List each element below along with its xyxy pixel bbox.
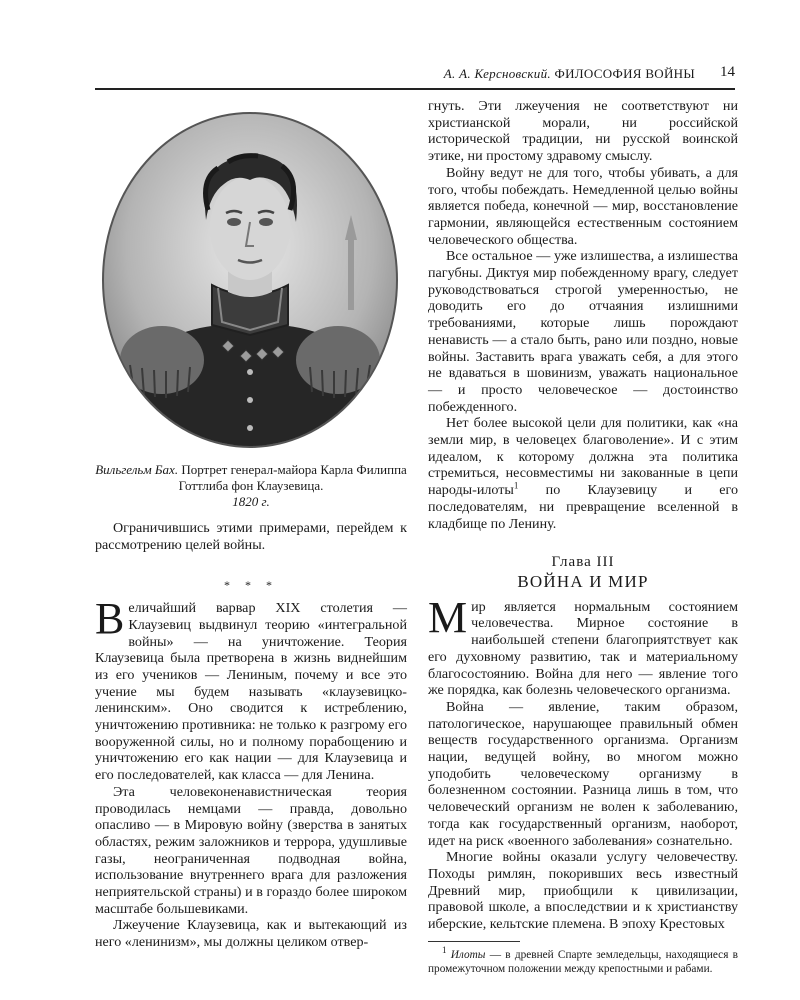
- footnote-reference: 1: [513, 480, 519, 491]
- drop-cap: В: [95, 594, 125, 644]
- portrait-caption: [95, 462, 407, 510]
- header-book-title: ФИЛОСОФИЯ ВОЙНЫ: [554, 66, 695, 81]
- right-paragraph-4-text-end: по Клаузевицу и его последователям, ни превращение вселенной в кладбище по Ленину.: [428, 482, 738, 532]
- right-paragraph-1: гнуть. Эти лжеучения не соответствуют ни христианской морали, ни российской исторической традиции, ни русской воинской этике, ни простому здравому смыслу.: [428, 98, 738, 165]
- page-number: 14: [720, 64, 735, 80]
- header-author: А. А. Керсновский.: [443, 66, 551, 81]
- right-paragraph-4-text: Нет более высокой цели для политики, как «на земли мир, в человецех благоволение». И с этим идеалом, к которому должна эта политика стремиться, несовместимы ни закованные в цепи народы-илоты: [428, 415, 738, 499]
- footnote-mark: 1: [442, 944, 447, 955]
- page-header: [95, 58, 735, 90]
- caption-text: Портрет генерал-майора Карла Филиппа Готтлиба фон Клаузевица.: [178, 462, 407, 493]
- chapter-title: ВОЙНА И МИР: [517, 571, 649, 591]
- footnote: [428, 944, 738, 976]
- left-column: [95, 520, 407, 951]
- left-paragraph-2-text: еличайший варвар XIX столетия — Клаузевиц выдвинул теорию «интегральной войны» — на уничтожение. Теория Клаузевица была претворена в жизнь виднейшим из его учеников — Лениным, почему и все это учение мы будем называть «клаузевицко-ленинским». Оно сводится к истреблению, уничтожению противника: не только к разгрому его вооруженной силы, но и полному порабощению и уничтожению его как нации — для Клаузевица и его последователей, как класса — для Ленина.: [95, 600, 407, 784]
- chapter-paragraph-1: [428, 592, 738, 699]
- left-paragraph-1: Ограничившись этими примерами, перейдем к рассмотрению целей войны.: [95, 520, 407, 553]
- chapter-number: Глава III: [551, 554, 615, 571]
- right-paragraph-2: Войну ведут не для того, чтобы убивать, а для того, чтобы побеждать. Немедленной целью войны является победа, конечной — мир, восстановление гармонии, являющейся естественным состоянием человеческого общества.: [428, 164, 738, 248]
- footnote-term: Илоты: [450, 948, 486, 961]
- chapter-paragraph-2: Война — явление, таким образом, патологическое, нарушающее правильный обмен веществ государственного организма. Организм нации, ведущей войну, во многом можно уподобить человеческому организму в болезненном состоянии. Разница лишь в том, что человеческий организм не волен к заболеванию, тогда как государственный организм, наоборот, идет на риск «военного заболевания» сознательно.: [428, 698, 738, 849]
- chapter-heading: [428, 554, 738, 590]
- running-title: [444, 66, 695, 82]
- chapter-paragraph-3: Многие войны оказали услугу человечеству. Походы римлян, покоривших весь известный Древний мир, приобщили к цивилизации, правовой школе, а впоследствии и к христианству иберские, кельтские племена. В эпоху Крестовых: [428, 849, 738, 933]
- portrait-image: [100, 110, 400, 450]
- chapter-drop-cap: М: [428, 592, 468, 642]
- caption-year: 1820 г.: [232, 494, 270, 509]
- left-paragraph-4: Лжеучение Клаузевица, как и вытекающий из него «ленинизм», мы должны целиком отвер-: [95, 917, 407, 951]
- footnote-text: — в древней Спарте земледельцы, находящиеся в промежуточном положении между крепостными и рабами.: [428, 948, 738, 975]
- footnote-divider: [428, 941, 520, 942]
- caption-artist: Вильгельм Бах.: [95, 462, 179, 477]
- left-paragraph-2: [95, 594, 407, 784]
- section-divider: * * *: [224, 578, 278, 593]
- right-paragraph-4: [428, 415, 738, 532]
- chapter-paragraph-1-text: ир является нормальным состоянием человечества. Мирное состояние в наибольшей степени благоприятствует как его духовному развитию, так и материальному благосостоянию. Война для него — явление того же порядка, как болезнь человеческого организма.: [428, 598, 738, 699]
- right-paragraph-3: Все остальное — уже излишества, а излишества пагубны. Диктуя мир побежденному врагу, следует руководствоваться строгой умеренностью, не доводить его до отчаяния излишними требованиями, которые лишь порождают ненависть — а стало быть, рано или поздно, новые войны. Заставить врага уважать себя, а для этого не вдаваться в шовинизм, уважать национальное — и просто человеческое — достоинство побежденного.: [428, 248, 738, 415]
- left-paragraph-3: Эта человеконенавистническая теория проводилась немцами — правда, довольно опасливо — в Мировую войну (зверства в занятых областях, режим заложников и террора, удушливые газы, неограниченная подводная война, использование внутреннего врага для разложения неприятельской страны) и в гораздо более широком масштабе большевиками.: [95, 783, 407, 917]
- right-column: [428, 98, 738, 976]
